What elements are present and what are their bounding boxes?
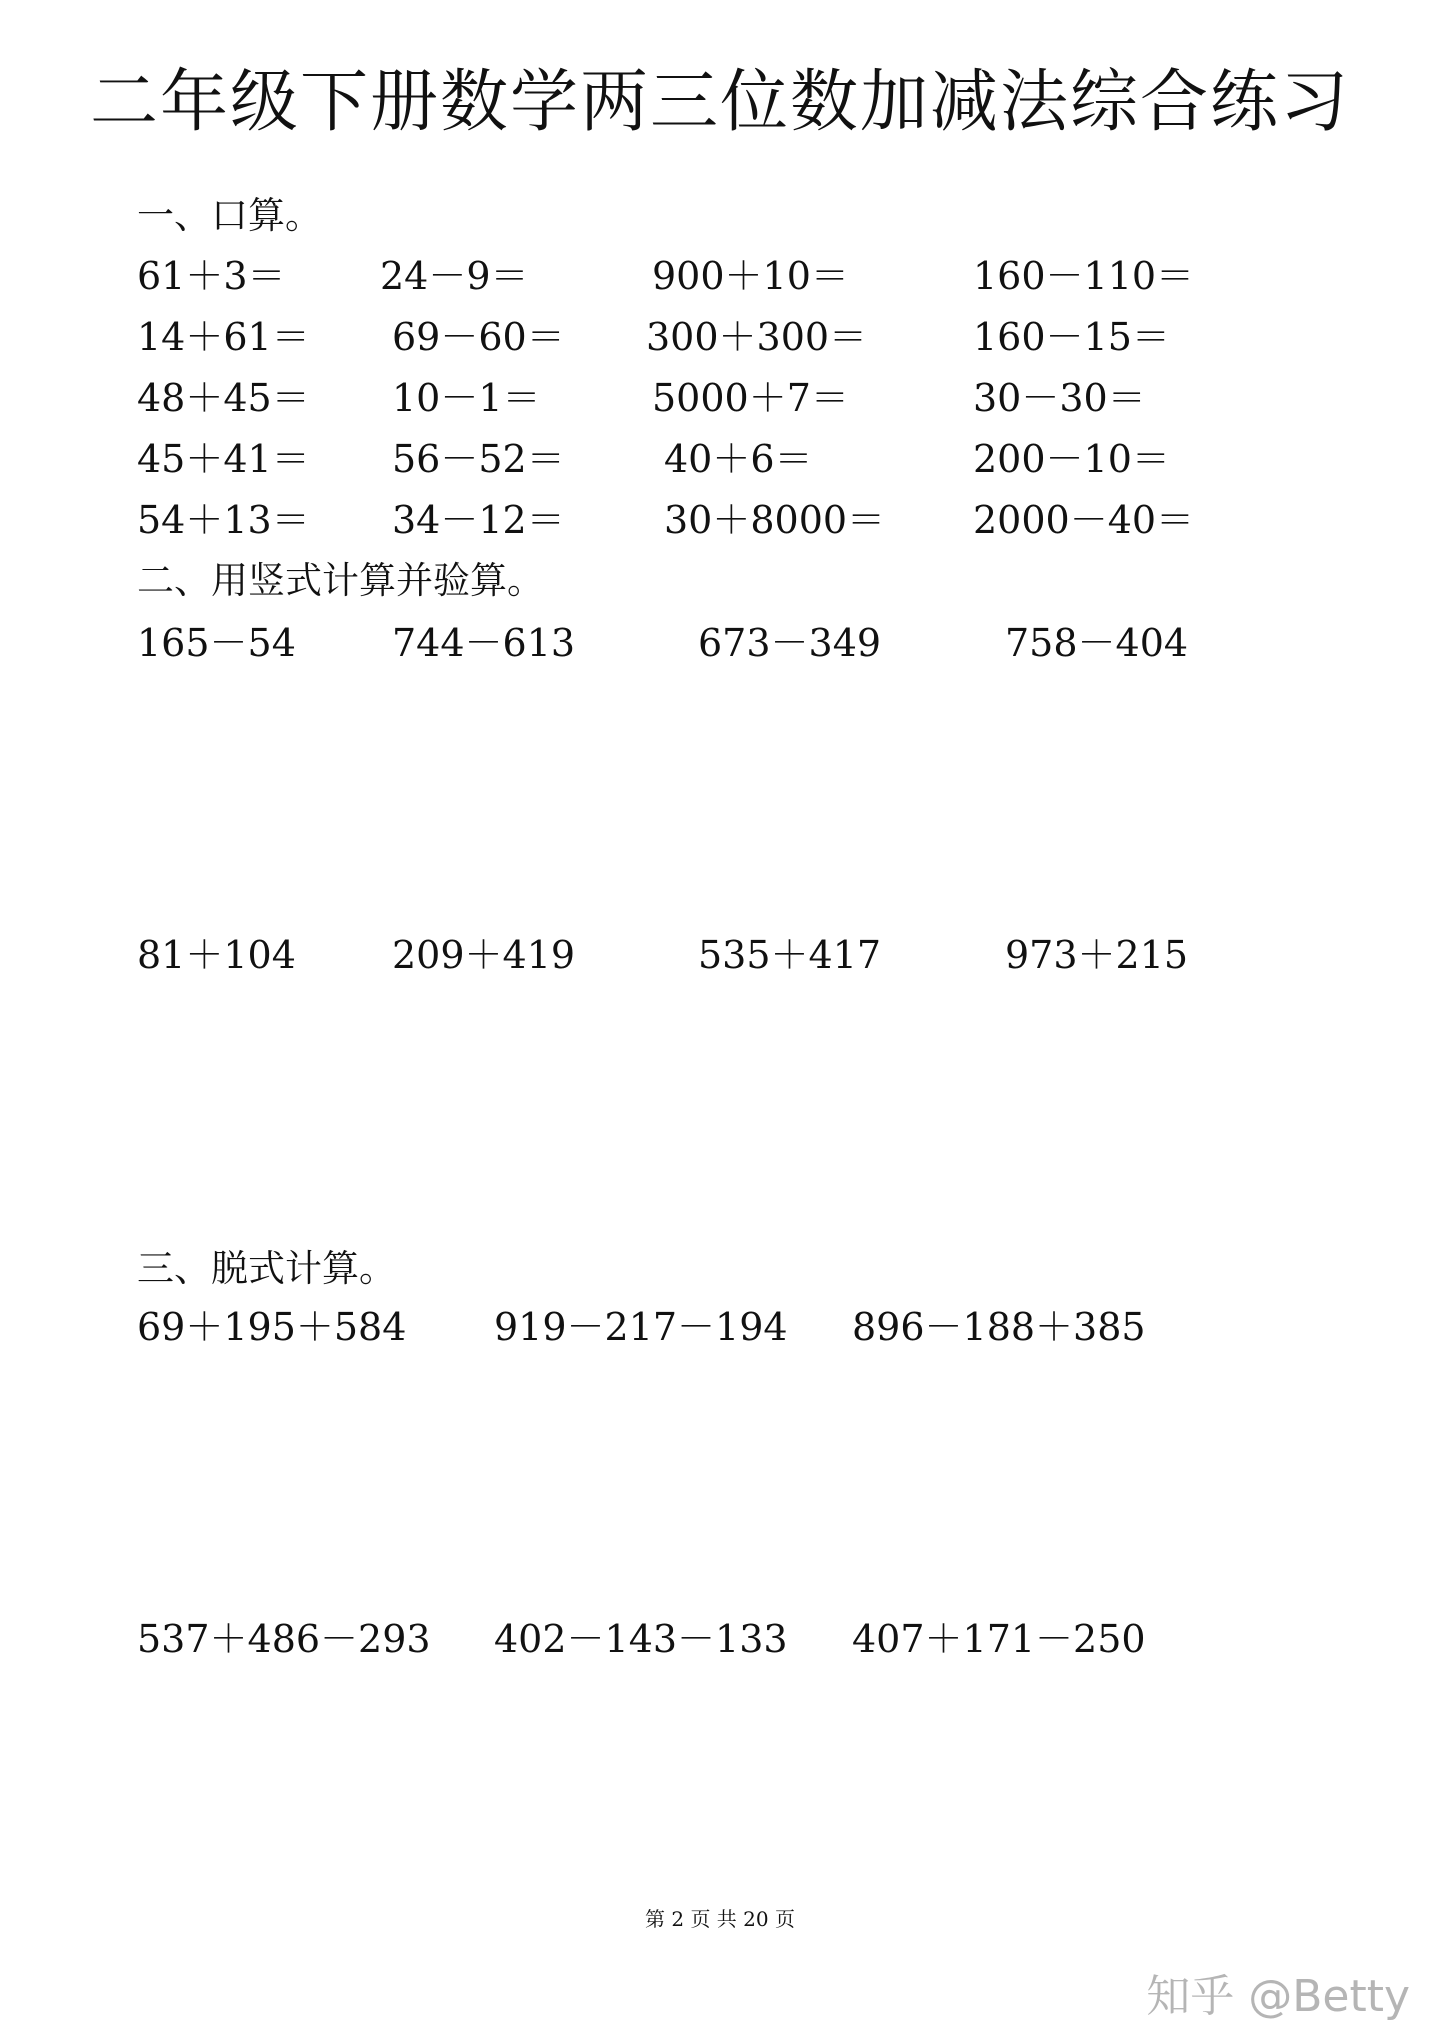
vertical-expr: 744－613 <box>392 621 576 665</box>
vertical-expr: 165－54 <box>137 621 296 665</box>
oral-expr: 14＋61＝ <box>137 315 310 359</box>
oral-expr: 300＋300＝ <box>646 315 868 359</box>
stepwise-expr: 896－188＋385 <box>852 1305 1146 1349</box>
page-number-footer: 第 2 页 共 20 页 <box>645 1907 795 1931</box>
oral-expr: 160－110＝ <box>973 254 1195 298</box>
oral-expr: 5000＋7＝ <box>652 376 849 420</box>
oral-expr: 10－1＝ <box>392 376 541 420</box>
section-heading-vertical: 二、用竖式计算并验算。 <box>137 559 544 602</box>
section-heading-oral: 一、口算。 <box>137 194 322 237</box>
vertical-expr: 81＋104 <box>137 933 296 977</box>
oral-expr: 56－52＝ <box>392 437 565 481</box>
oral-expr: 200－10＝ <box>973 437 1170 481</box>
oral-expr: 48＋45＝ <box>137 376 310 420</box>
oral-expr: 45＋41＝ <box>137 437 310 481</box>
oral-expr: 2000－40＝ <box>973 498 1195 542</box>
watermark: 知乎 @Betty <box>1146 1971 1410 2022</box>
oral-expr: 61＋3＝ <box>137 254 286 298</box>
stepwise-expr: 407＋171－250 <box>852 1617 1146 1661</box>
oral-expr: 30＋8000＝ <box>664 498 886 542</box>
stepwise-expr: 919－217－194 <box>494 1305 788 1349</box>
vertical-expr: 758－404 <box>1005 621 1189 665</box>
oral-expr: 160－15＝ <box>973 315 1170 359</box>
page-title: 二年级下册数学两三位数加减法综合练习 <box>89 63 1350 142</box>
oral-expr: 54＋13＝ <box>137 498 310 542</box>
vertical-expr: 973＋215 <box>1005 933 1189 977</box>
oral-expr: 34－12＝ <box>392 498 565 542</box>
vertical-expr: 535＋417 <box>698 933 882 977</box>
oral-expr: 24－9＝ <box>380 254 529 298</box>
vertical-expr: 209＋419 <box>392 933 576 977</box>
oral-expr: 40＋6＝ <box>664 437 813 481</box>
oral-expr: 30－30＝ <box>973 376 1146 420</box>
stepwise-expr: 69＋195＋584 <box>137 1305 407 1349</box>
oral-expr: 69－60＝ <box>392 315 565 359</box>
oral-expr: 900＋10＝ <box>652 254 849 298</box>
vertical-expr: 673－349 <box>698 621 882 665</box>
stepwise-expr: 402－143－133 <box>494 1617 788 1661</box>
section-heading-stepwise: 三、脱式计算。 <box>137 1247 396 1290</box>
stepwise-expr: 537＋486－293 <box>137 1617 431 1661</box>
